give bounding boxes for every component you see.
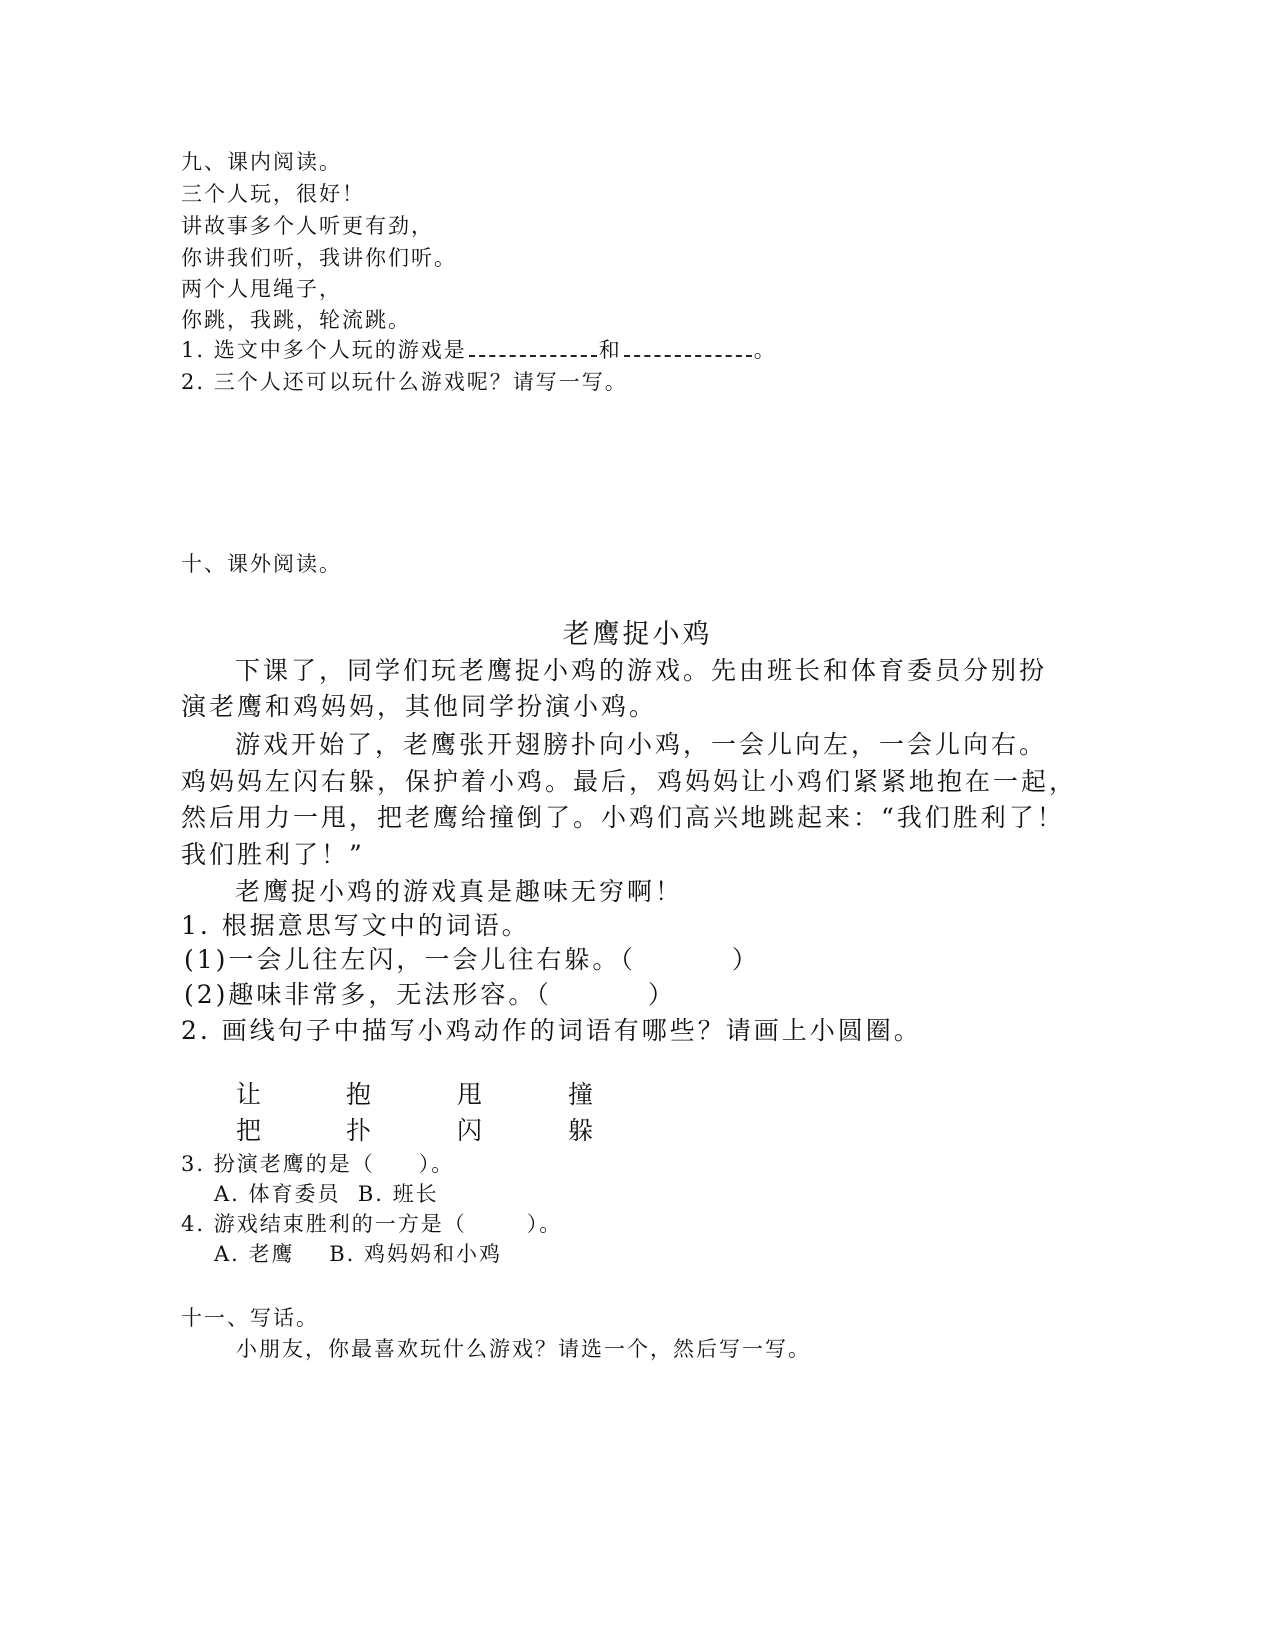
s10-question-3-options: A. 体育委员 B. 班长 (214, 1182, 439, 1206)
s10-question-4-options: A. 老鹰 B. 鸡妈妈和小鸡 (214, 1242, 502, 1266)
poem-line-5: 你跳，我跳，轮流跳。 (181, 308, 411, 332)
s9-q1-text: 1. 选文中多个人玩的游戏是 (181, 338, 467, 362)
s9-q1-and: 和 (598, 338, 622, 362)
writing-prompt: 小朋友，你最喜欢玩什么游戏？请选一个，然后写一写。 (236, 1337, 811, 1361)
word-choice[interactable]: 让 (236, 1080, 262, 1109)
poem-line-2: 讲故事多个人听更有劲， (181, 214, 434, 238)
story-para2-line4: 我们胜利了！” (181, 840, 365, 869)
poem-line-3: 你讲我们听，我讲你们听。 (181, 246, 457, 270)
poem-line-4: 两个人甩绳子， (181, 277, 342, 301)
section9-heading: 九、课内阅读。 (181, 150, 342, 174)
s10-question-3 (181, 1148, 454, 1178)
story-para2-line1: 游戏开始了，老鹰张开翅膀扑向小鸡，一会儿向左，一会儿向右。 (235, 730, 1048, 759)
story-title: 老鹰捉小鸡 (562, 619, 713, 650)
s9-question-2: 2. 三个人还可以玩什么游戏呢？请写一写。 (181, 370, 628, 394)
word-choice[interactable]: 把 (236, 1116, 262, 1145)
s10-question-1-2 (184, 975, 676, 1011)
poem-line-1: 三个人玩，很好！ (181, 182, 365, 206)
story-para2-line2: 鸡妈妈左闪右躲，保护着小鸡。最后，鸡妈妈让小鸡们紧紧地抱在一起， (181, 767, 1078, 796)
s10-question-1: 1. 根据意思写文中的词语。 (181, 911, 530, 940)
s10-q1-2-text: (2)趣味非常多，无法形容。（ (184, 980, 552, 1009)
word-choice-row-2 (0, 1111, 1275, 1145)
section10-heading: 十、课外阅读。 (181, 552, 342, 576)
answer-blank-2[interactable] (624, 339, 752, 357)
s10-question-4 (181, 1208, 562, 1238)
section11-heading: 十一、写话。 (181, 1306, 319, 1330)
s10-q4-end: ）。 (526, 1212, 563, 1236)
word-choice[interactable]: 撞 (568, 1080, 594, 1109)
answer-blank-1[interactable] (469, 339, 597, 357)
story-para1-line2: 演老鹰和鸡妈妈，其他同学扮演小鸡。 (181, 692, 658, 721)
word-choice[interactable]: 甩 (457, 1080, 483, 1109)
s9-question-1 (181, 334, 777, 364)
s10-q3-end: ）。 (418, 1152, 455, 1176)
word-choice[interactable]: 躲 (568, 1116, 594, 1145)
s10-q3-text: 3. 扮演老鹰的是（ (181, 1152, 375, 1176)
s9-q1-end: 。 (753, 338, 777, 362)
story-para3: 老鹰捉小鸡的游戏真是趣味无穷啊！ (235, 877, 684, 906)
s10-question-1-1 (184, 940, 760, 976)
s10-q4-text: 4. 游戏结束胜利的一方是（ (181, 1212, 467, 1236)
word-choice[interactable]: 抱 (346, 1080, 372, 1109)
s10-q1-1-text: (1)一会儿往左闪，一会儿往右躲。（ (184, 945, 636, 974)
s10-q1-1-end: ） (731, 945, 760, 974)
word-choice-row-1 (0, 1075, 1275, 1109)
story-para2-line3: 然后用力一甩，把老鹰给撞倒了。小鸡们高兴地跳起来：“我们胜利了！ (181, 803, 1065, 832)
word-choice[interactable]: 扑 (346, 1116, 372, 1145)
story-para1-line1: 下课了，同学们玩老鹰捉小鸡的游戏。先由班长和体育委员分别扮 (235, 656, 1048, 685)
s10-q1-2-end: ） (647, 980, 676, 1009)
word-choice[interactable]: 闪 (457, 1116, 483, 1145)
s10-question-2: 2. 画线句子中描写小鸡动作的词语有哪些？请画上小圆圈。 (181, 1016, 922, 1045)
